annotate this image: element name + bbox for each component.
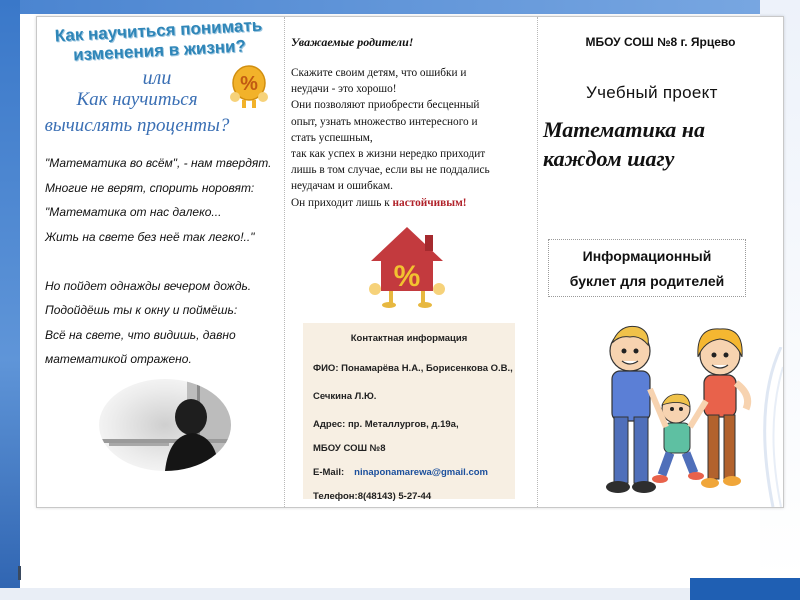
slide-left-band	[0, 0, 20, 600]
contact-card	[303, 323, 515, 502]
contact-fio-cont: Сечкина Л.Ю.	[313, 391, 377, 402]
slide-top-band	[0, 0, 800, 14]
email-link[interactable]: ninaponamarewa@gmail.com	[354, 467, 488, 478]
slide-bottom-band	[0, 588, 800, 600]
contact-email	[313, 467, 488, 478]
contact-heading: Контактная информация	[350, 333, 468, 344]
project-title	[543, 115, 778, 173]
slide-bottom-accent	[690, 578, 800, 600]
poem	[45, 151, 280, 372]
poem-line	[45, 249, 280, 274]
poem-line: Подойдёшь ты к окну и поймёшь:	[45, 303, 238, 317]
svg-text:%: %	[240, 73, 258, 95]
slide-marker	[18, 566, 21, 580]
poem-line: Многие не верят, спорить норовят:	[45, 180, 255, 195]
contact-phone: Телефон:8(48143) 5-27-44	[313, 491, 432, 502]
school-name: МБОУ СОШ №8 г. Ярцево	[585, 35, 736, 49]
panel-left	[37, 17, 285, 507]
contact-fio: ФИО: Понамарёва Н.А., Борисенкова О.В.,	[313, 363, 513, 374]
message-line: Скажите своим детям, что ошибки и	[291, 67, 467, 79]
panel-middle	[285, 17, 538, 507]
alt-title-line1: Как научиться	[76, 89, 198, 110]
project-title-line2: каждом шагу	[543, 146, 675, 171]
contact-school: МБОУ СОШ №8	[313, 443, 386, 454]
panel-right	[538, 17, 783, 507]
info-line1: Информационный	[582, 248, 712, 264]
wordart-title: Как научиться понимать изменения в жизни?	[54, 15, 263, 65]
poem-line: "Математика во всём", - нам твердят.	[45, 156, 272, 170]
message-line: лишь в том случае, если вы не поддались	[291, 164, 490, 177]
project-type: Учебный проект	[586, 83, 718, 102]
percent-house-icon	[367, 223, 447, 309]
house-percent-sign: %	[393, 260, 421, 293]
or-word: или	[142, 67, 172, 89]
booklet	[36, 16, 784, 508]
poem-line: Но пойдет однажды вечером дождь.	[45, 278, 252, 293]
message-line: неудачи - это хорошо!	[291, 83, 397, 96]
poem-line: "Математика от нас далеко...	[45, 205, 222, 219]
alt-title	[37, 87, 237, 139]
message-line: опыт, узнать множество интересного и	[291, 115, 478, 128]
parents-message	[291, 65, 531, 211]
poem-line: Жить на свете без неё так легко!.."	[45, 229, 255, 244]
poem-line: Всё на свете, что видишь, давно	[45, 327, 236, 342]
greeting: Уважаемые родители!	[291, 35, 414, 49]
percent-coin-icon	[227, 61, 271, 109]
email-label: E-Mail:	[313, 467, 345, 478]
contact-address: Адрес: пр. Металлургов, д.19а,	[313, 419, 459, 430]
info-booklet-box	[548, 239, 746, 297]
alt-title-line2: вычислять проценты?	[44, 115, 230, 136]
message-line: так как успех в жизни нередко приходит	[291, 148, 486, 161]
message-line: стать успешным,	[291, 131, 373, 144]
decorative-curves	[743, 347, 783, 507]
poem-line: математикой отражено.	[45, 352, 192, 366]
project-title-line1: Математика на	[543, 117, 706, 142]
message-closing: Он приходит лишь к настойчивым!	[291, 196, 467, 209]
message-line: неудачам и ошибкам.	[291, 180, 394, 193]
child-at-window-photo	[99, 379, 231, 471]
message-line: Они позволяют приобрести бесценный	[291, 99, 480, 112]
info-line2: буклет для родителей	[569, 273, 725, 289]
